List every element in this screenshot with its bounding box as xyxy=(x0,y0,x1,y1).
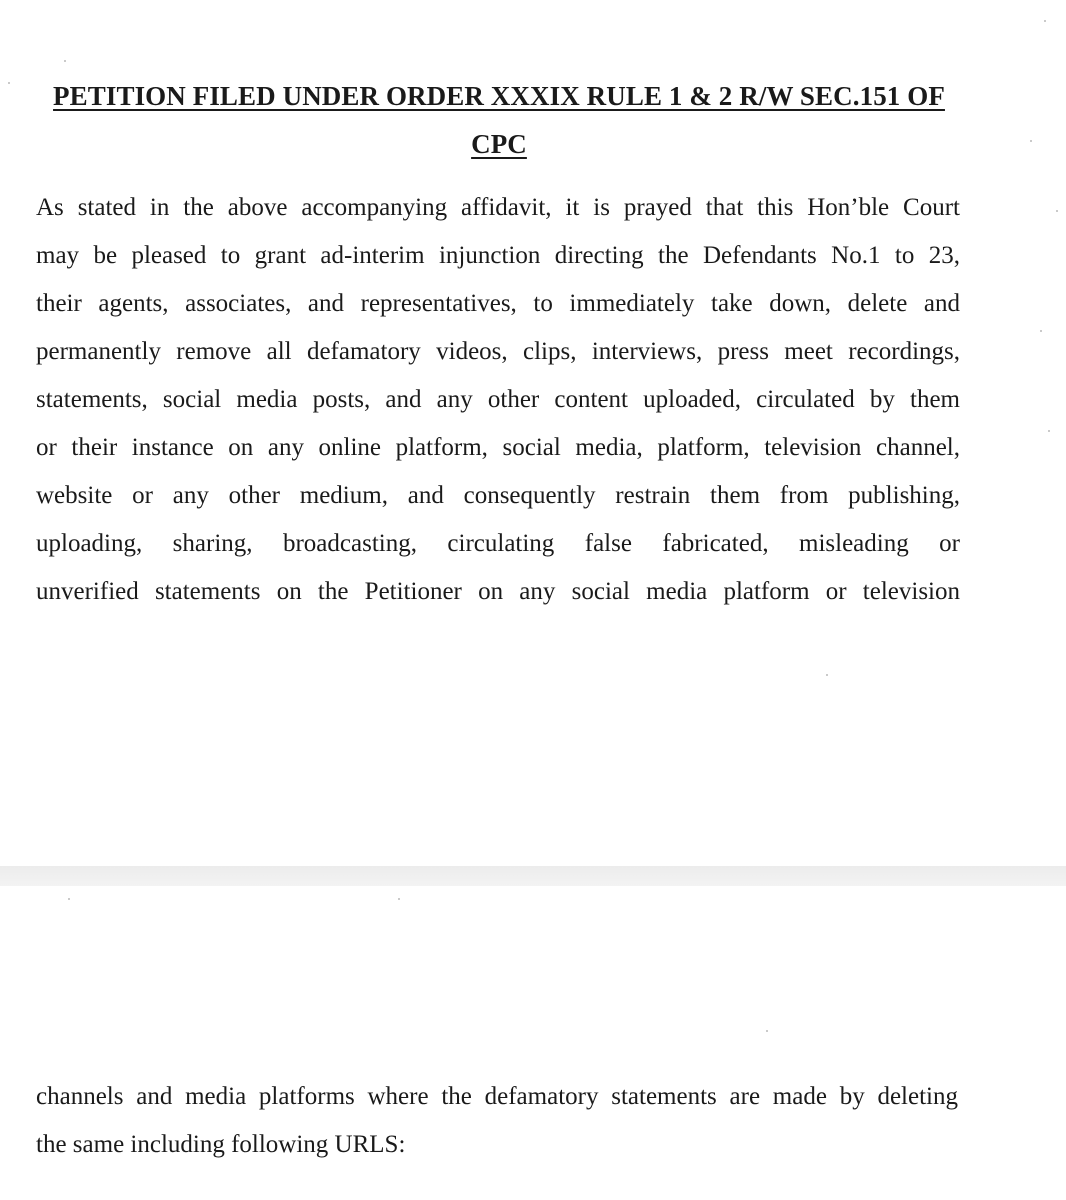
scan-speck xyxy=(1044,20,1046,22)
document-page-2 xyxy=(0,886,1066,1200)
prayer-line-4: permanently remove all defamatory videos, clips, interviews, press meet recordings, xyxy=(36,338,960,365)
scan-speck xyxy=(64,60,66,62)
continuation-line-1: channels and media platforms where the defamatory statements are made by deleting xyxy=(36,1083,958,1110)
prayer-line-1: As stated in the above accompanying affidavit, it is prayed that this Hon’ble Court xyxy=(36,194,960,221)
prayer-line-3: their agents, associates, and representatives, to immediately take down, delete and xyxy=(36,290,960,317)
scan-speck xyxy=(8,82,10,84)
prayer-line-5: statements, social media posts, and any other content uploaded, circulated by them xyxy=(36,386,960,413)
prayer-line-6: or their instance on any online platform, social media, platform, television channel, xyxy=(36,434,960,461)
petition-heading xyxy=(36,72,962,168)
scan-speck xyxy=(826,674,828,676)
page-break xyxy=(0,866,1066,886)
scan-speck xyxy=(1048,430,1050,432)
prayer-line-8: uploading, sharing, broadcasting, circulating false fabricated, misleading or xyxy=(36,530,960,557)
scan-speck xyxy=(1056,210,1058,212)
prayer-line-9: unverified statements on the Petitioner on any social media platform or television xyxy=(36,578,960,605)
scan-speck xyxy=(766,1030,768,1032)
petition-heading-line-2: CPC xyxy=(471,129,527,159)
scan-speck xyxy=(1040,330,1042,332)
scan-speck xyxy=(68,898,70,900)
scan-speck xyxy=(1030,140,1032,142)
prayer-line-7: website or any other medium, and consequently restrain them from publishing, xyxy=(36,482,960,509)
prayer-line-2: may be pleased to grant ad-interim injunction directing the Defendants No.1 to 23, xyxy=(36,242,960,269)
scan-speck xyxy=(398,898,400,900)
continuation-line-2: the same including following URLS: xyxy=(36,1131,406,1158)
petition-heading-line-1: PETITION FILED UNDER ORDER XXXIX RULE 1 & 2 R/W SEC.151 OF xyxy=(53,81,945,111)
